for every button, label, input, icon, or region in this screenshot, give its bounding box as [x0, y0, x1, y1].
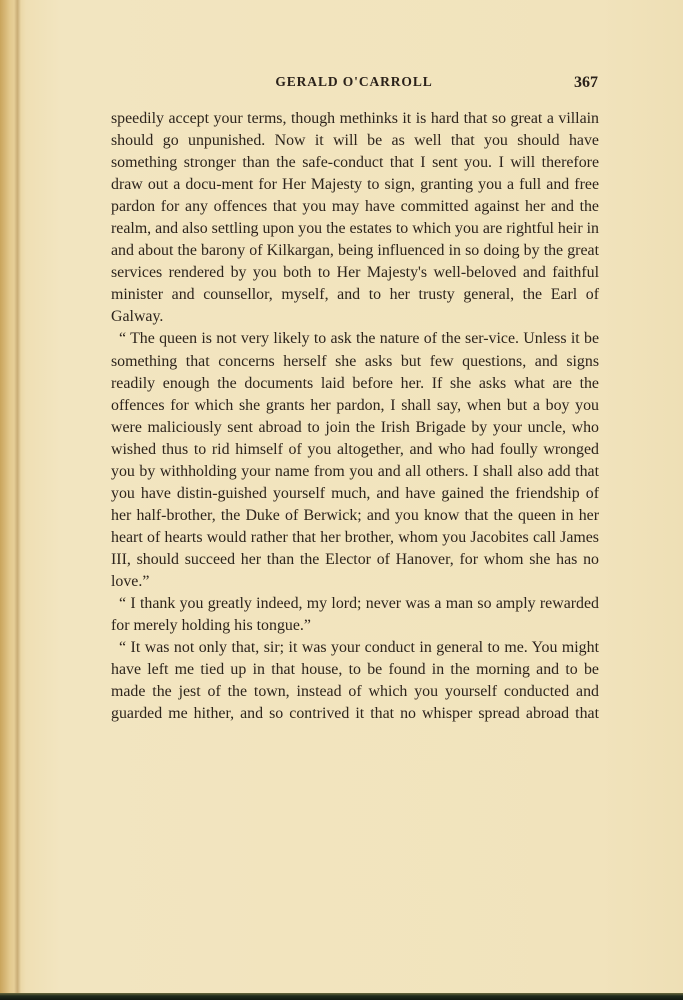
paragraph: “ I thank you greatly indeed, my lord; never was a man so amply rewarded for merely holding his tongue.”	[111, 595, 599, 635]
page-number: 367	[574, 74, 598, 91]
paragraph: “ The queen is not very likely to ask the nature of the ser-vice. Unless it be something that concerns herself she asks but few questions, and signs readily enough the documents laid before her. If she asks what are the offences for which she grants her pardon, I shall say, when but a boy you were maliciously sent abroad to join the Irish Brigade by your uncle, who wished thus to rid himself of you altogether, and who had foully wronged you by withholding your name from you and all others. I shall also add that you have distin-guished yourself much, and have gained the friendship of her half-brother, the Duke of Berwick; and you know that the queen in her heart of hearts would rather that her brother, whom you Jacobites call James III, should succeed her than the Elector of Hanover, for whom she has no love.”	[111, 330, 599, 590]
page-gutter-shadow	[14, 0, 21, 1000]
page-header	[110, 74, 598, 96]
body-text	[111, 108, 599, 725]
paragraph: “ It was not only that, sir; it was your conduct in general to me. You might have left me tied up in that house, to be found in the morning and to be made the jest of the town, instead of which you yourself conducted and guarded me hither, and so contrived it that no whisper spread abroad that	[111, 639, 599, 723]
page-bottom-edge	[0, 993, 683, 1000]
running-head: GERALD O'CARROLL	[275, 74, 433, 89]
paragraph-continued: speedily accept your terms, though methinks it is hard that so great a villain should go unpunished. Now it will be as well that you should have something stronger than the safe-conduct that I sent you. I will therefore draw out a docu-ment for Her Majesty to sign, granting you a full and free pardon for any offences that you may have committed against her and the realm, and also settling upon you the estates to which you are rightful heir in and about the barony of Kilkargan, being influenced in so doing by the great services rendered by you both to Her Majesty's well-beloved and faithful minister and counsellor, myself, and to her trusty general, the Earl of Galway.	[111, 110, 599, 326]
